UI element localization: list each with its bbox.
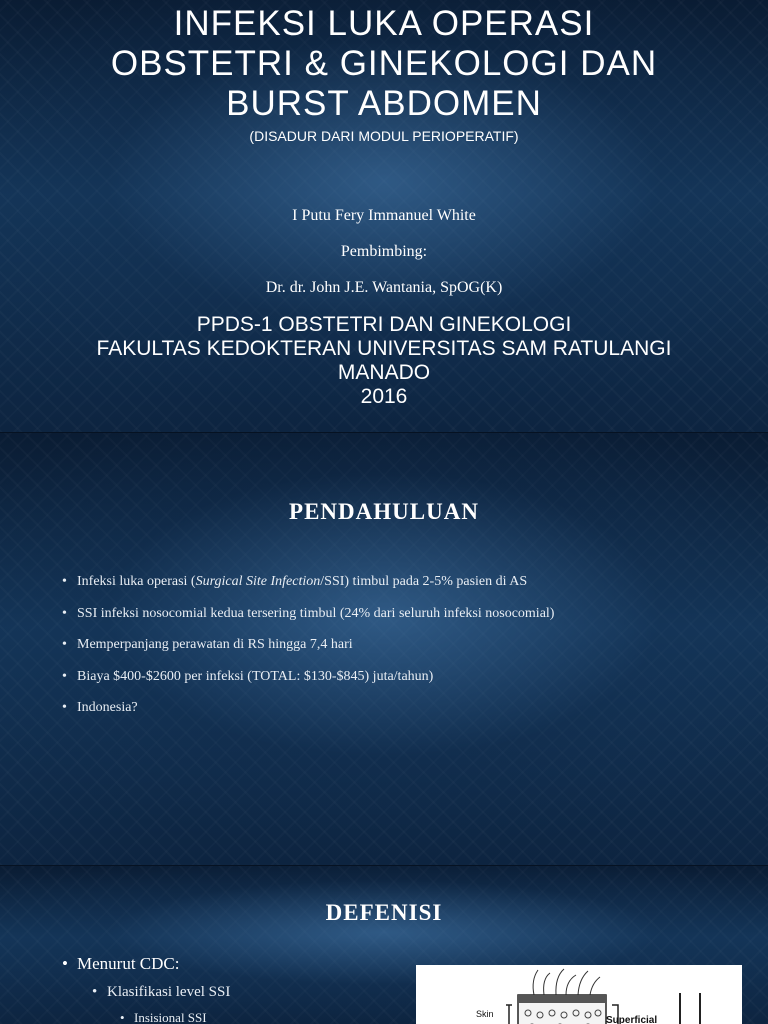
epidermis-layer: [518, 995, 606, 1003]
supervisor-name: Dr. dr. John J.E. Wantania, SpOG(K): [265, 279, 503, 296]
title-slide: [0, 0, 768, 432]
bullet-item: • SSI infeksi nosocomial kedua tersering timbul (24% dari seluruh infeksi nosocomial): [62, 604, 742, 636]
bullet-text-italic: Surgical Site Infection: [195, 574, 321, 589]
slide-heading: DEFENISI: [325, 900, 443, 925]
bullet-text-before: Infeksi luka operasi (: [77, 574, 196, 589]
superficial-label: Superficial: [606, 1015, 658, 1024]
supervisor-label: Pembimbing:: [340, 243, 428, 260]
hair-strokes: [533, 969, 600, 995]
ssi-diagram-drawing: [416, 965, 742, 1024]
author-block: [0, 198, 768, 306]
introduction-slide: [0, 433, 768, 865]
institution-line-3: MANADO: [337, 361, 431, 384]
skin-bracket: [506, 1005, 512, 1024]
bullet-text-after: /SSI) timbul pada 2-5% pasien di AS: [320, 574, 528, 589]
bullet-item: • Indonesia?: [62, 698, 742, 730]
institution-line-2: FAKULTAS KEDOKTERAN UNIVERSITAS SAM RATULANGI: [96, 337, 672, 360]
bullet-level-3: • Insisional SSI: [120, 1010, 207, 1024]
bullet-list: [62, 572, 742, 730]
bullet-item: [62, 572, 742, 604]
institution-block: [0, 313, 768, 409]
skin-label: Skin: [476, 1009, 494, 1019]
title-line-2: OBSTETRI & GINEKOLOGI DAN: [110, 44, 658, 83]
bullet-item: • Biaya $400-$2600 per infeksi (TOTAL: $130-$845) juta/tahun): [62, 667, 742, 699]
presentation-title: [40, 4, 728, 124]
author-name: I Putu Fery Immanuel White: [292, 207, 476, 224]
ssi-diagram: [416, 965, 742, 1024]
bullet-level-1: • Menurut CDC:: [62, 954, 179, 974]
institution-line-1: PPDS-1 OBSTETRI DAN GINEKOLOGI: [196, 313, 572, 336]
institution-year: 2016: [360, 385, 408, 408]
slide-heading: PENDAHULUAN: [289, 499, 479, 524]
subtitle: (DISADUR DARI MODUL PERIOPERATIF): [249, 128, 519, 144]
title-line-3: BURST ABDOMEN: [226, 84, 542, 123]
bullet-item: • Memperpanjang perawatan di RS hingga 7,4 hari: [62, 635, 742, 667]
bullet-level-2: • Klasifikasi level SSI: [92, 984, 230, 1001]
definition-slide: [0, 866, 768, 1024]
title-line-1: INFEKSI LUKA OPERASI: [173, 4, 595, 43]
